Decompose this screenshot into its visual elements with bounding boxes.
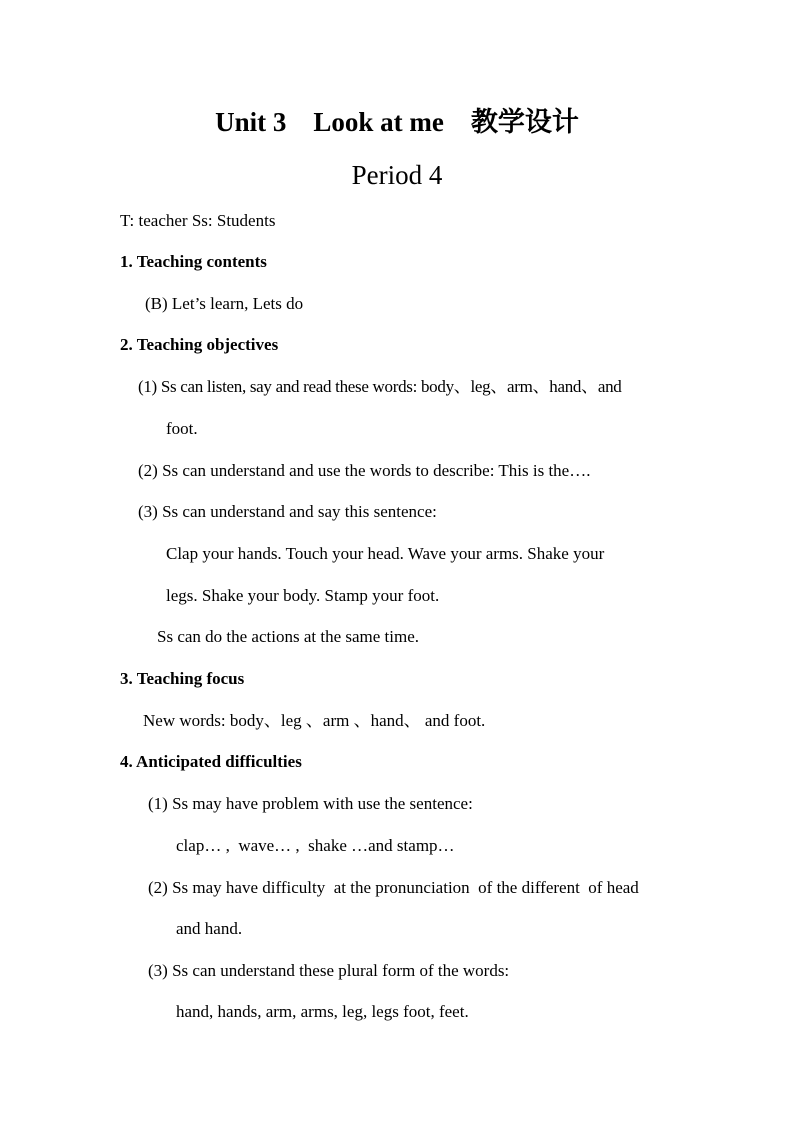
section-heading: 3. Teaching focus (120, 669, 245, 688)
section-line: legs. Shake your body. Stamp your foot. (166, 586, 440, 605)
section-heading: 1. Teaching contents (120, 252, 267, 271)
section-line: (2) Ss can understand and use the words to describe: This is the…. (138, 461, 591, 480)
section-line: and hand. (176, 919, 243, 938)
section-line: (3) Ss can understand and say this sentence: (138, 502, 437, 521)
section-line: Ss can do the actions at the same time. (157, 627, 420, 646)
section-line: foot. (166, 419, 198, 438)
section-line: (2) Ss may have difficulty at the pronunciation of the different of head (148, 878, 639, 897)
legend-line: T: teacher Ss: Students (120, 211, 276, 230)
section-line: Clap your hands. Touch your head. Wave your arms. Shake your (166, 544, 605, 563)
section-line: (1) Ss may have problem with use the sentence: (148, 794, 473, 813)
section-heading: 2. Teaching objectives (120, 335, 279, 354)
section-line: (3) Ss can understand these plural form of the words: (148, 961, 510, 980)
section-heading: 4. Anticipated difficulties (120, 752, 302, 771)
section-line: (B) Let’s learn, Lets do (145, 294, 304, 313)
document-subtitle: Period 4 (351, 160, 443, 190)
section-line: clap… , wave… , shake …and stamp… (176, 836, 455, 855)
section-line: hand, hands, arm, arms, leg, legs foot, feet. (176, 1002, 469, 1021)
section-line: New words: body、leg 、arm 、hand、 and foot. (143, 711, 486, 730)
document-title: Unit 3 Look at me 教学设计 (215, 107, 579, 137)
section-line: (1) Ss can listen, say and read these words: body、leg、arm、hand、and (138, 377, 622, 396)
